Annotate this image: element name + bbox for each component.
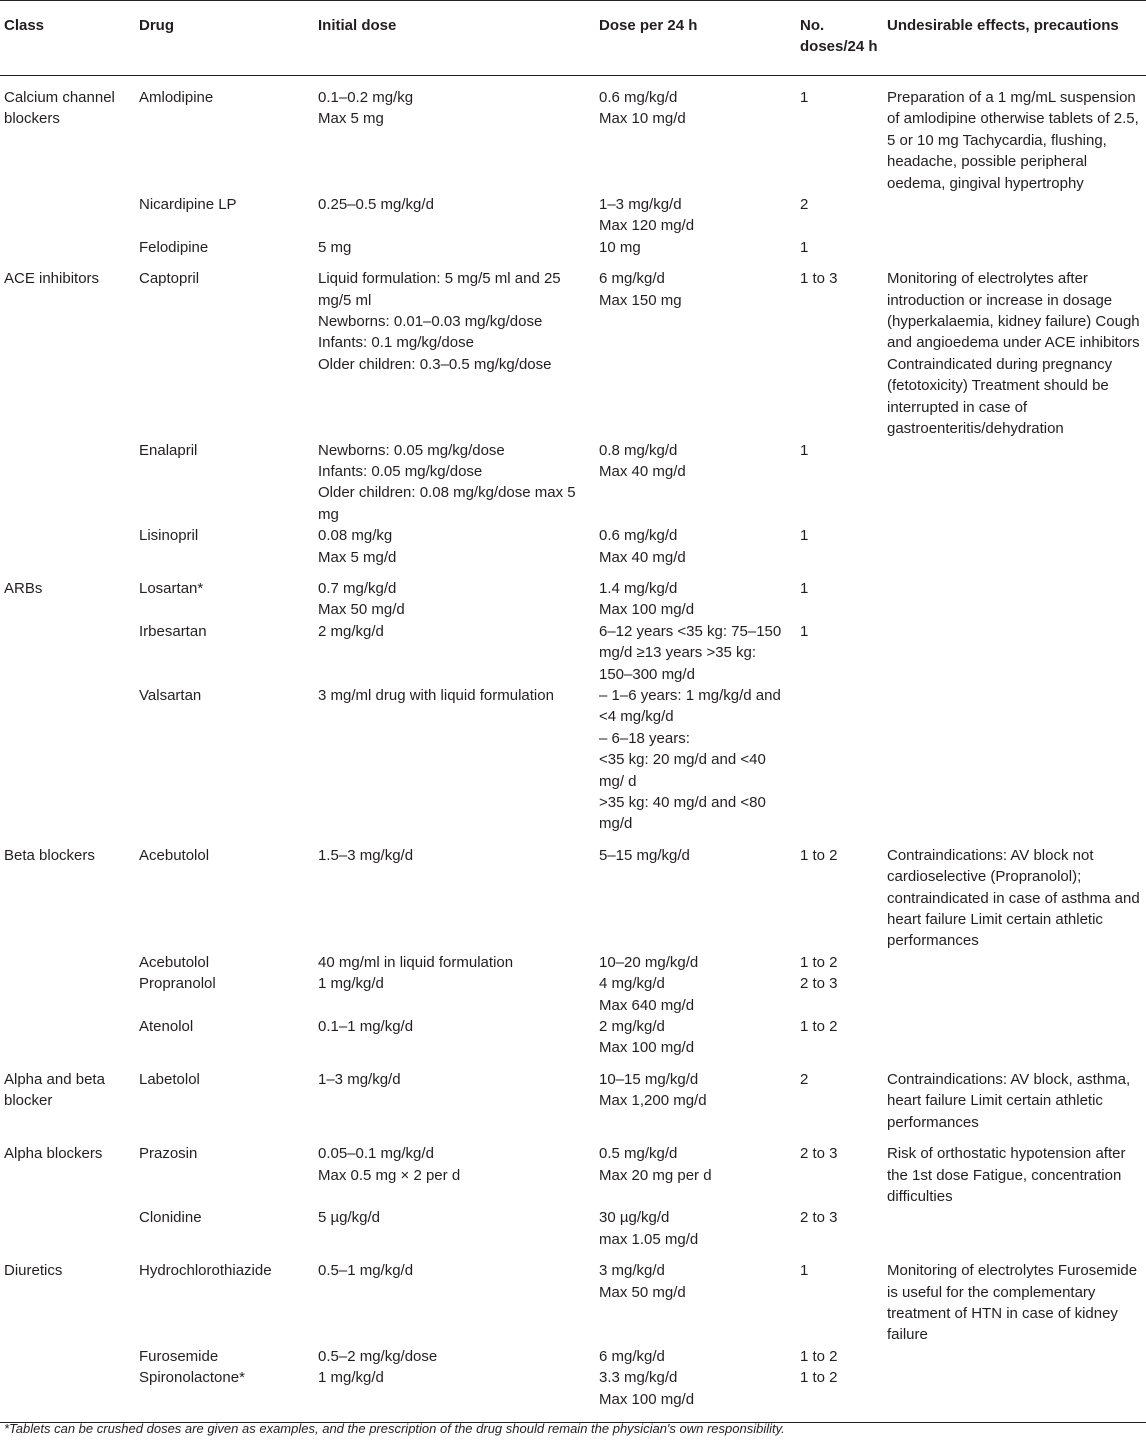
cell-initial-dose (314, 194, 595, 237)
cell-initial-dose-line: 0.08 mg/kg (318, 527, 393, 545)
cell-doses-count: 1 to 2 (800, 1018, 838, 1036)
cell-dose-per-24h (595, 1016, 796, 1059)
cell-initial-dose-line: 2 mg/kg/d (318, 622, 384, 640)
table-row (0, 1250, 1146, 1346)
cell-dose-per-24h-line: 30 µg/kg/d (599, 1209, 670, 1227)
cell-undesirable-effects (883, 973, 1146, 1016)
table-row (0, 835, 1146, 952)
cell-class: ARBs (4, 579, 43, 597)
cell-dose-per-24h-line: 0.8 mg/kg/d (599, 441, 678, 459)
cell-drug: Valsartan (139, 686, 202, 704)
cell-initial-dose-line: Max 50 mg/d (318, 601, 405, 619)
table-row (0, 1207, 1146, 1250)
cell-class (0, 1346, 135, 1367)
cell-dose-per-24h-line: 6 mg/kg/d (599, 270, 665, 288)
cell-initial-dose (314, 1367, 595, 1422)
cell-initial-dose-line: Infants: 0.1 mg/kg/dose (318, 334, 474, 352)
cell-initial-dose-line: Max 5 mg/d (318, 548, 397, 566)
cell-undesirable-effects (883, 568, 1146, 621)
cell-undesirable-effects: Preparation of a 1 mg/mL suspension of amlodipine otherwise tablets of 2.5, 5 or 10 mg Tachycardia, flushing, headache, possible peripheral oedema, gingival hypertrophy (887, 89, 1139, 192)
header-dose-per-24h: Dose per 24 h (595, 1, 796, 76)
cell-undesirable-effects: Monitoring of electrolytes after introduction or increase in dosage (hyperkalaemia, kidney failure) Cough and angioedema under ACE inhibitors Contraindicated during pregnancy (fetotoxicity) Treatment should be interrupted in case of gastroenteritis/dehydration (887, 270, 1140, 438)
cell-dose-per-24h (595, 237, 796, 258)
cell-initial-dose-line: 40 mg/ml in liquid formulation (318, 953, 514, 971)
table-row (0, 440, 1146, 526)
cell-initial-dose-line: 3 mg/ml drug with liquid formulation (318, 686, 554, 704)
cell-dose-per-24h (595, 1207, 796, 1250)
cell-class: Alpha and beta blocker (4, 1070, 105, 1110)
cell-initial-dose (314, 835, 595, 952)
cell-class: ACE inhibitors (4, 270, 100, 288)
cell-initial-dose-line: 0.5–2 mg/kg/dose (318, 1347, 438, 1365)
cell-doses-count: 2 to 3 (800, 975, 838, 993)
cell-initial-dose-line: 1.5–3 mg/kg/d (318, 846, 414, 864)
cell-dose-per-24h-line: Max 100 mg/d (599, 601, 695, 619)
cell-initial-dose (314, 258, 595, 439)
cell-undesirable-effects: Contraindications: AV block, asthma, heart failure Limit certain athletic performances (887, 1070, 1131, 1131)
cell-initial-dose-line: 0.7 mg/kg/d (318, 579, 397, 597)
cell-initial-dose-line: Max 5 mg (318, 110, 384, 128)
header-undesirable-effects: Undesirable effects, precautions (883, 1, 1146, 76)
table-row (0, 1346, 1146, 1367)
cell-undesirable-effects: Contraindications: AV block not cardioselective (Propranolol); contraindicated in case of asthma and heart failure Limit certain athletic performances (887, 846, 1140, 950)
header-drug: Drug (135, 1, 314, 76)
cell-drug: Acebutolol (139, 953, 210, 971)
cell-dose-per-24h-line: 2 mg/kg/d (599, 1018, 665, 1036)
cell-undesirable-effects (883, 1016, 1146, 1059)
cell-dose-per-24h-line: Max 50 mg/d (599, 1283, 686, 1301)
cell-drug: Acebutolol (139, 846, 210, 864)
cell-initial-dose (314, 237, 595, 258)
cell-initial-dose-line: Newborns: 0.05 mg/kg/dose (318, 441, 505, 459)
cell-initial-dose-line: Infants: 0.05 mg/kg/dose (318, 462, 483, 480)
cell-initial-dose (314, 1016, 595, 1059)
table-body (0, 76, 1146, 1423)
cell-initial-dose (314, 685, 595, 835)
table-row (0, 76, 1146, 195)
cell-drug: Spironolactone* (135, 1367, 314, 1422)
table-row (0, 685, 1146, 835)
cell-undesirable-effects: Monitoring of electrolytes Furosemide is useful for the complementary treatment of HTN in case of kidney failure (887, 1262, 1138, 1344)
cell-dose-per-24h (595, 1059, 796, 1133)
cell-undesirable-effects (883, 1346, 1146, 1367)
cell-doses-count (796, 685, 883, 835)
cell-class (0, 1207, 135, 1250)
cell-dose-per-24h-line: 1.4 mg/kg/d (599, 579, 678, 597)
cell-dose-per-24h (595, 835, 796, 952)
cell-undesirable-effects (883, 1367, 1146, 1422)
cell-class: Calcium channel blockers (4, 89, 115, 128)
cell-class (0, 440, 135, 526)
cell-class (0, 621, 135, 685)
cell-dose-per-24h (595, 76, 796, 195)
cell-dose-per-24h (595, 525, 796, 568)
cell-dose-per-24h (595, 973, 796, 1016)
cell-initial-dose-line: 1 mg/kg/d (318, 1369, 384, 1387)
cell-initial-dose-line: 1 mg/kg/d (318, 975, 384, 993)
cell-class (0, 973, 135, 1016)
header-class: Class (0, 1, 135, 76)
cell-dose-per-24h-line: Max 150 mg (599, 291, 682, 309)
header-row (0, 1, 1146, 76)
cell-dose-per-24h-line: >35 kg: 40 mg/d and <80 mg/d (599, 794, 770, 833)
cell-doses-count: 1 (800, 238, 809, 256)
cell-class (0, 194, 135, 237)
cell-drug: Atenolol (139, 1018, 194, 1036)
cell-doses-count: 1 (800, 527, 809, 545)
table-footnote: *Tablets can be crushed doses are given as examples, and the prescription of the drug should remain the physician's own responsibility. (4, 1421, 785, 1436)
cell-doses-count: 1 (800, 1262, 809, 1280)
cell-initial-dose (314, 440, 595, 526)
cell-doses-count: 2 (800, 196, 809, 214)
cell-dose-per-24h-line: max 1.05 mg/d (599, 1230, 699, 1248)
cell-drug: Irbesartan (139, 622, 207, 640)
cell-initial-dose-line: 0.05–0.1 mg/kg/d (318, 1145, 434, 1163)
cell-initial-dose-line: Max 0.5 mg × 2 per d (318, 1166, 461, 1184)
cell-initial-dose (314, 1133, 595, 1207)
cell-doses-count: 1 to 2 (800, 846, 838, 864)
cell-doses-count: 1 (800, 441, 809, 459)
cell-doses-count: 2 to 3 (800, 1145, 838, 1163)
cell-dose-per-24h-line: Max 100 mg/d (599, 1390, 695, 1408)
cell-doses-count: 1 (800, 579, 809, 597)
cell-initial-dose-line: 5 mg (318, 238, 352, 256)
cell-undesirable-effects: Risk of orthostatic hypotension after the 1st dose Fatigue, concentration difficulties (887, 1145, 1126, 1205)
cell-dose-per-24h-line: Max 10 mg/d (599, 110, 686, 128)
cell-class (0, 1016, 135, 1059)
cell-undesirable-effects (883, 621, 1146, 685)
cell-dose-per-24h-line: 10 mg (599, 238, 641, 256)
cell-dose-per-24h-line: 5–15 mg/kg/d (599, 846, 690, 864)
cell-class: Beta blockers (4, 846, 95, 864)
cell-dose-per-24h (595, 1367, 796, 1422)
cell-drug: Furosemide (139, 1347, 219, 1365)
cell-initial-dose (314, 568, 595, 621)
cell-class (0, 1367, 135, 1422)
cell-dose-per-24h (595, 440, 796, 526)
table-row (0, 973, 1146, 1016)
cell-undesirable-effects (883, 194, 1146, 237)
cell-initial-dose-line: 0.1–0.2 mg/kg (318, 89, 414, 106)
cell-dose-per-24h-line: Max 1,200 mg/d (599, 1092, 707, 1110)
cell-class (0, 952, 135, 973)
cell-initial-dose-line: 0.5–1 mg/kg/d (318, 1262, 414, 1280)
cell-dose-per-24h-line: – 1–6 years: 1 mg/kg/d and <4 mg/kg/d (599, 686, 785, 726)
cell-undesirable-effects (883, 1207, 1146, 1250)
cell-doses-count: 2 (800, 1070, 809, 1088)
cell-initial-dose-line: Older children: 0.08 mg/kg/dose max 5 mg (318, 484, 580, 523)
cell-initial-dose (314, 76, 595, 195)
cell-dose-per-24h-line: 0.6 mg/kg/d (599, 89, 678, 106)
table-row (0, 1059, 1146, 1133)
table-row (0, 525, 1146, 568)
cell-doses-count: 1 to 2 (796, 1367, 883, 1422)
cell-doses-count: 1 (800, 89, 809, 106)
cell-initial-dose (314, 952, 595, 973)
cell-dose-per-24h (595, 258, 796, 439)
cell-drug: Prazosin (139, 1145, 198, 1163)
table-row (0, 258, 1146, 439)
table-row (0, 621, 1146, 685)
cell-drug: Enalapril (139, 441, 198, 459)
cell-dose-per-24h-line: Max 120 mg/d (599, 217, 695, 235)
cell-drug: Labetolol (139, 1070, 200, 1088)
header-initial-dose: Initial dose (314, 1, 595, 76)
cell-dose-per-24h (595, 1346, 796, 1367)
cell-initial-dose (314, 1207, 595, 1250)
table-row (0, 568, 1146, 621)
cell-initial-dose-line: Liquid formulation: 5 mg/5 ml and 25 mg/5 ml (318, 270, 565, 309)
cell-dose-per-24h (595, 1133, 796, 1207)
cell-dose-per-24h (595, 568, 796, 621)
header-doses-count: No. doses/24 h (796, 1, 883, 76)
cell-dose-per-24h-line: 1–3 mg/kg/d (599, 196, 682, 214)
cell-drug: Captopril (139, 270, 200, 288)
cell-drug: Clonidine (139, 1209, 202, 1227)
cell-drug: Losartan* (139, 579, 204, 597)
cell-initial-dose (314, 621, 595, 685)
cell-initial-dose-line: 0.1–1 mg/kg/d (318, 1018, 414, 1036)
cell-class (0, 237, 135, 258)
cell-initial-dose (314, 1059, 595, 1133)
cell-initial-dose-line: Newborns: 0.01–0.03 mg/kg/dose (318, 313, 543, 331)
cell-dose-per-24h-line: 4 mg/kg/d (599, 975, 665, 993)
table-row (0, 194, 1146, 237)
cell-dose-per-24h-line: 10–20 mg/kg/d (599, 953, 699, 971)
cell-doses-count: 1 to 2 (800, 953, 838, 971)
cell-undesirable-effects (883, 685, 1146, 835)
cell-dose-per-24h (595, 952, 796, 973)
cell-undesirable-effects (883, 525, 1146, 568)
table-row (0, 952, 1146, 973)
cell-initial-dose-line: 1–3 mg/kg/d (318, 1070, 401, 1088)
cell-drug: Hydrochlorothiazide (139, 1262, 272, 1280)
cell-dose-per-24h-line: 3 mg/kg/d (599, 1262, 665, 1280)
cell-dose-per-24h-line: 3.3 mg/kg/d (599, 1369, 678, 1387)
cell-doses-count: 1 (800, 622, 809, 640)
cell-doses-count: 2 to 3 (800, 1209, 838, 1227)
cell-initial-dose-line: Older children: 0.3–0.5 mg/kg/dose (318, 355, 552, 373)
cell-dose-per-24h-line: 0.5 mg/kg/d (599, 1145, 678, 1163)
cell-drug: Propranolol (139, 975, 216, 993)
cell-initial-dose (314, 1250, 595, 1346)
cell-dose-per-24h-line: Max 40 mg/d (599, 462, 686, 480)
cell-dose-per-24h (595, 685, 796, 835)
cell-initial-dose (314, 525, 595, 568)
cell-drug: Nicardipine LP (139, 196, 237, 214)
cell-dose-per-24h-line: – 6–18 years: (599, 729, 690, 747)
cell-dose-per-24h-line: Max 100 mg/d (599, 1039, 695, 1057)
cell-initial-dose (314, 973, 595, 1016)
table-row (0, 1367, 1146, 1422)
cell-initial-dose-line: 5 µg/kg/d (318, 1209, 381, 1227)
cell-dose-per-24h-line: <35 kg: 20 mg/d and <40 mg/ d (599, 751, 770, 790)
cell-dose-per-24h-line: Max 20 mg per d (599, 1166, 712, 1184)
cell-class (0, 525, 135, 568)
cell-dose-per-24h (595, 1250, 796, 1346)
cell-dose-per-24h (595, 621, 796, 685)
cell-drug: Felodipine (139, 238, 209, 256)
table-header (0, 1, 1146, 76)
cell-dose-per-24h-line: 0.6 mg/kg/d (599, 527, 678, 545)
cell-class: Diuretics (4, 1262, 63, 1280)
cell-dose-per-24h-line: 6–12 years <35 kg: 75–150 mg/d ≥13 years >35 kg: 150–300 mg/d (599, 622, 786, 683)
cell-dose-per-24h-line: Max 40 mg/d (599, 548, 686, 566)
cell-undesirable-effects (883, 237, 1146, 258)
cell-doses-count: 1 to 3 (800, 270, 838, 288)
cell-doses-count: 1 to 2 (800, 1347, 838, 1365)
cell-initial-dose-line: 0.25–0.5 mg/kg/d (318, 196, 434, 214)
cell-dose-per-24h-line: Max 640 mg/d (599, 996, 695, 1014)
table-row (0, 1133, 1146, 1207)
cell-dose-per-24h-line: 10–15 mg/kg/d (599, 1070, 699, 1088)
cell-dose-per-24h (595, 194, 796, 237)
cell-drug: Amlodipine (139, 89, 214, 106)
cell-class (0, 685, 135, 835)
cell-class: Alpha blockers (4, 1145, 103, 1163)
cell-initial-dose (314, 1346, 595, 1367)
table-row (0, 1016, 1146, 1059)
cell-drug: Lisinopril (139, 527, 199, 545)
cell-undesirable-effects (883, 440, 1146, 526)
cell-dose-per-24h-line: 6 mg/kg/d (599, 1347, 665, 1365)
table-row (0, 237, 1146, 258)
cell-undesirable-effects (883, 952, 1146, 973)
